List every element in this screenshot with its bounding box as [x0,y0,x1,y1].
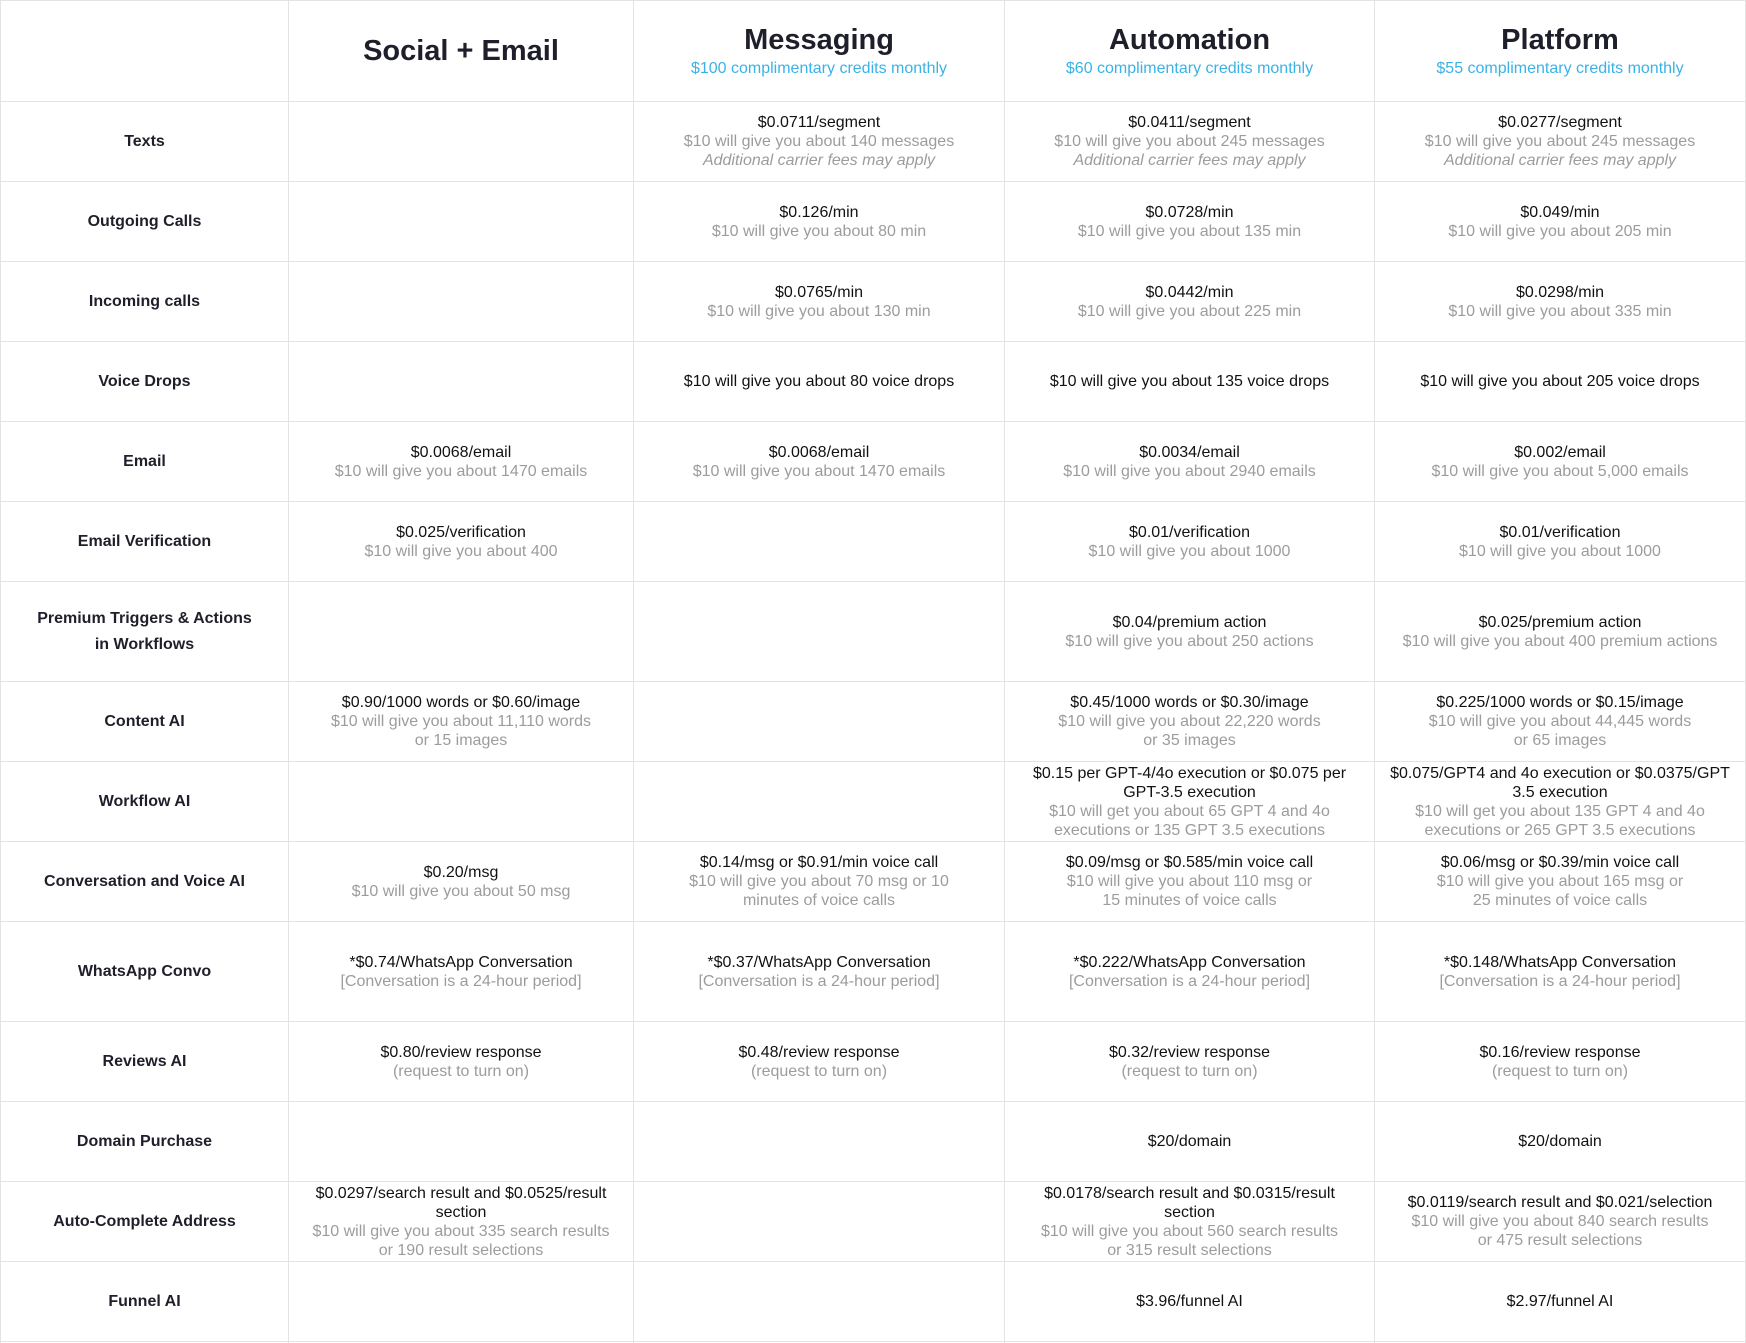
row-label-outgoing-calls [1,182,288,262]
row-label-line-2: in Workflows [94,635,195,653]
note-text-2: 15 minutes of voice calls [1102,892,1277,909]
cell-automation-texts [1005,102,1374,182]
note-text: $10 will give you about 140 messages [683,133,955,150]
cell-messaging-whatsapp [634,922,1004,1022]
price-text: $0.0297/search result and $0.0525/result [315,1184,607,1202]
price-text: $20/domain [1518,1133,1602,1150]
cell-messaging-reviews [634,1022,1004,1102]
note-text: $10 will give you about 1470 emails [334,462,588,480]
price-text: $0.075/GPT4 and 4o execution or $0.0375/GPT [1390,764,1730,782]
cell-empty [634,682,1004,762]
cell-automation-whatsapp [1005,922,1374,1022]
price-text: $0.32/review response [1109,1043,1270,1061]
note-text-2: or 475 result selections [1477,1232,1643,1249]
header-empty-cell [1,0,288,102]
price-text: $0.002/email [1514,443,1606,461]
cell-platform-incoming [1375,262,1745,342]
note-text: $10 will give you about 110 msg or [1066,873,1313,890]
row-label: Reviews AI [102,1052,187,1070]
note-text: (request to turn on) [750,1062,888,1080]
note-text: (request to turn on) [392,1062,530,1080]
row-label-email [1,422,288,502]
cell-empty [634,1102,1004,1182]
note-text: $10 will give you about 400 [364,542,558,560]
cell-empty [634,1262,1004,1342]
carrier-fee-note: Additional carrier fees may apply [702,152,936,169]
note-text-2: executions or 135 GPT 3.5 executions [1054,821,1325,839]
row-label-funnel-ai [1,1262,288,1342]
note-text: $10 will give you about 250 actions [1065,632,1314,650]
price-text: $0.01/verification [1129,523,1250,541]
cell-automation-incoming [1005,262,1374,342]
price-text-2: section [435,1203,487,1221]
price-text: $0.0068/email [768,443,870,461]
price-text: $0.049/min [1520,203,1600,221]
price-text: $3.96/funnel AI [1136,1293,1243,1310]
note-text: $10 will give you about 335 search results [312,1222,610,1240]
cell-messaging-email [634,422,1004,502]
price-text: $0.0178/search result and $0.0315/result [1044,1184,1335,1202]
cell-platform-verification [1375,502,1745,582]
row-label-column [0,0,289,1343]
cell-messaging-outgoing [634,182,1004,262]
row-label: Domain Purchase [76,1132,213,1150]
note-text: $10 will give you about 44,445 words [1428,713,1692,730]
note-text: $10 will give you about 245 messages [1424,133,1696,150]
row-label-email-verification [1,502,288,582]
row-label: Voice Drops [98,372,191,390]
price-text: $10 will give you about 135 voice drops [1049,373,1330,390]
cell-automation-email [1005,422,1374,502]
note-text: $10 will give you about 225 min [1077,302,1302,320]
cell-social-email [289,422,633,502]
note-text-2: or 15 images [414,732,508,749]
cell-social-reviews [289,1022,633,1102]
price-text: $0.0711/segment [757,114,881,131]
row-label-reviews-ai [1,1022,288,1102]
price-text: $0.0765/min [774,283,864,301]
cell-empty [289,582,633,682]
plan-title: Platform [1501,24,1619,56]
note-text: $10 will give you about 5,000 emails [1431,462,1689,480]
price-text: $0.0298/min [1515,283,1605,301]
price-text: $0.16/review response [1479,1043,1641,1061]
cell-empty [634,1182,1004,1262]
price-text: $0.48/review response [738,1043,900,1061]
cell-automation-address [1005,1182,1374,1262]
plan-credits: $60 complimentary credits monthly [1065,60,1314,77]
price-text-2: 3.5 execution [1512,783,1608,801]
cell-social-content-ai [289,682,633,762]
note-text: $10 will give you about 245 messages [1054,133,1325,150]
note-text: $10 will give you about 400 premium actions [1402,632,1718,650]
price-text: $0.09/msg or $0.585/min voice call [1065,854,1314,871]
row-label: Auto-Complete Address [53,1212,236,1230]
row-label-line-1: Premium Triggers & Actions [37,609,252,627]
plan-column-platform [1375,0,1746,1343]
note-text: $10 will give you about 70 msg or 10 [689,873,949,890]
cell-empty [289,1102,633,1182]
price-text: $0.225/1000 words or $0.15/image [1436,694,1684,711]
cell-automation-verification [1005,502,1374,582]
price-text: $20/domain [1147,1133,1232,1150]
note-text-2: or 35 images [1143,732,1236,749]
cell-automation-content-ai [1005,682,1374,762]
price-text-2: section [1164,1203,1215,1221]
price-text: $10 will give you about 80 voice drops [683,373,955,390]
price-text: $0.025/verification [396,523,526,541]
cell-automation-reviews [1005,1022,1374,1102]
cell-empty [634,582,1004,682]
cell-platform-voicedrops [1375,342,1745,422]
price-text: *$0.148/WhatsApp Conversation [1443,953,1677,971]
cell-messaging-texts [634,102,1004,182]
note-text-2: or 315 result selections [1107,1241,1272,1259]
cell-messaging-voicedrops [634,342,1004,422]
cell-messaging-incoming [634,262,1004,342]
note-text: $10 will give you about 1000 [1088,542,1291,560]
row-label-content-ai [1,682,288,762]
row-label: Email Verification [77,532,212,550]
cell-empty [289,1262,633,1342]
note-text: $10 will get you about 135 GPT 4 and 4o [1415,802,1705,820]
cell-platform-workflow-ai [1375,762,1745,842]
row-label: Conversation and Voice AI [44,872,245,890]
price-text: $0.15 per GPT-4/4o execution or $0.075 per [1032,764,1347,782]
price-text: *$0.74/WhatsApp Conversation [349,953,573,971]
cell-empty [289,182,633,262]
note-text-2: or 190 result selections [378,1241,544,1259]
note-text: $10 will give you about 135 min [1077,222,1302,240]
price-text: $0.45/1000 words or $0.30/image [1070,694,1309,711]
note-text-2: 25 minutes of voice calls [1472,892,1648,909]
note-text: (request to turn on) [1491,1062,1629,1080]
plan-column-social-email [289,0,634,1343]
price-text: $0.01/verification [1499,523,1621,541]
note-text: $10 will give you about 2940 emails [1063,462,1316,480]
note-text: $10 will give you about 11,110 words [330,713,591,730]
cell-empty [289,102,633,182]
row-label: Incoming calls [88,292,201,310]
note-text: $10 will give you about 840 search results [1411,1213,1709,1230]
cell-social-whatsapp [289,922,633,1022]
plan-header-automation [1005,0,1374,102]
price-text: *$0.37/WhatsApp Conversation [707,953,931,971]
plan-credits: $100 complimentary credits monthly [690,60,948,77]
cell-automation-voicedrops [1005,342,1374,422]
cell-automation-convo-ai [1005,842,1374,922]
row-label-whatsapp [1,922,288,1022]
cell-social-verification [289,502,633,582]
cell-social-convo-ai [289,842,633,922]
plan-title: Social + Email [363,35,559,67]
note-text-2: minutes of voice calls [742,892,896,909]
plan-title: Automation [1108,24,1271,56]
plan-title: Messaging [744,24,894,56]
note-text: [Conversation is a 24-hour period] [1439,972,1681,990]
cell-platform-premium [1375,582,1745,682]
note-text: (request to turn on) [1121,1062,1258,1080]
note-text: $10 will get you about 65 GPT 4 and 4o [1049,802,1330,820]
cell-platform-domain [1375,1102,1745,1182]
cell-automation-premium [1005,582,1374,682]
price-text: $0.90/1000 words or $0.60/image [341,694,581,711]
row-label-incoming-calls [1,262,288,342]
row-label-workflow-ai [1,762,288,842]
price-text: $0.126/min [779,203,859,221]
price-text: $10 will give you about 205 voice drops [1420,373,1700,390]
price-text-2: GPT-3.5 execution [1123,783,1256,801]
row-label-premium-triggers [1,582,288,682]
cell-automation-domain [1005,1102,1374,1182]
price-text: $0.06/msg or $0.39/min voice call [1440,854,1680,871]
note-text: $10 will give you about 80 min [711,222,927,240]
note-text: $10 will give you about 560 search results [1040,1222,1339,1240]
cell-automation-outgoing [1005,182,1374,262]
price-text: $0.0411/segment [1128,114,1251,131]
cell-messaging-convo-ai [634,842,1004,922]
price-text: $0.80/review response [380,1043,542,1061]
row-label-texts [1,102,288,182]
cell-platform-whatsapp [1375,922,1745,1022]
row-label: Content AI [104,712,185,730]
price-text: $0.0119/search result and $0.021/selection [1407,1194,1713,1211]
cell-platform-email [1375,422,1745,502]
row-label-domain-purchase [1,1102,288,1182]
cell-empty [634,502,1004,582]
row-label: Funnel AI [108,1292,181,1310]
note-text-2: or 65 images [1513,732,1607,749]
plan-credits: $55 complimentary credits monthly [1436,60,1684,77]
price-text: $0.14/msg or $0.91/min voice call [699,854,939,871]
price-text: $0.025/premium action [1478,613,1642,631]
row-label-voice-drops [1,342,288,422]
cell-platform-reviews [1375,1022,1745,1102]
price-text: $0.0277/segment [1498,114,1622,131]
cell-platform-outgoing [1375,182,1745,262]
note-text: $10 will give you about 50 msg [351,882,571,900]
cell-automation-funnel-ai [1005,1262,1374,1342]
note-text: $10 will give you about 130 min [707,302,931,320]
note-text: $10 will give you about 1000 [1459,542,1661,560]
note-text: $10 will give you about 335 min [1448,302,1672,320]
carrier-fee-note: Additional carrier fees may apply [1073,152,1306,169]
cell-platform-funnel-ai [1375,1262,1745,1342]
note-text: $10 will give you about 165 msg or [1436,873,1684,890]
row-label: Texts [124,132,165,150]
note-text: [Conversation is a 24-hour period] [340,972,582,990]
cell-social-address [289,1182,633,1262]
cell-empty [289,262,633,342]
plan-header-messaging [634,0,1004,102]
note-text: $10 will give you about 1470 emails [692,462,946,480]
cell-empty [289,762,633,842]
plan-header-social-email [289,0,633,102]
plan-column-messaging [634,0,1005,1343]
note-text-2: executions or 265 GPT 3.5 executions [1424,821,1696,839]
plan-header-platform [1375,0,1745,102]
note-text: [Conversation is a 24-hour period] [1068,972,1311,990]
note-text: $10 will give you about 205 min [1448,222,1672,240]
row-label: Outgoing Calls [87,212,202,230]
price-text: $0.20/msg [423,863,499,881]
price-text: $0.0728/min [1145,203,1234,221]
cell-empty [289,342,633,422]
cell-empty [634,762,1004,842]
cell-platform-content-ai [1375,682,1745,762]
row-label-auto-complete [1,1182,288,1262]
plan-column-automation [1005,0,1375,1343]
note-text: $10 will give you about 22,220 words [1058,713,1321,730]
cell-automation-workflow-ai [1005,762,1374,842]
price-text: $2.97/funnel AI [1506,1293,1614,1310]
carrier-fee-note: Additional carrier fees may apply [1443,152,1677,169]
price-text: *$0.222/WhatsApp Conversation [1073,953,1306,971]
row-label: WhatsApp Convo [77,962,212,980]
price-text: $0.0034/email [1139,443,1240,461]
cell-platform-address [1375,1182,1745,1262]
note-text: [Conversation is a 24-hour period] [698,972,940,990]
cell-platform-convo-ai [1375,842,1745,922]
price-text: $0.0442/min [1145,283,1234,301]
price-text: $0.0068/email [410,443,512,461]
row-label: Email [123,452,166,470]
price-text: $0.04/premium action [1112,613,1267,631]
row-label-conversation-ai [1,842,288,922]
cell-platform-texts [1375,102,1745,182]
row-label: Workflow AI [98,792,191,810]
